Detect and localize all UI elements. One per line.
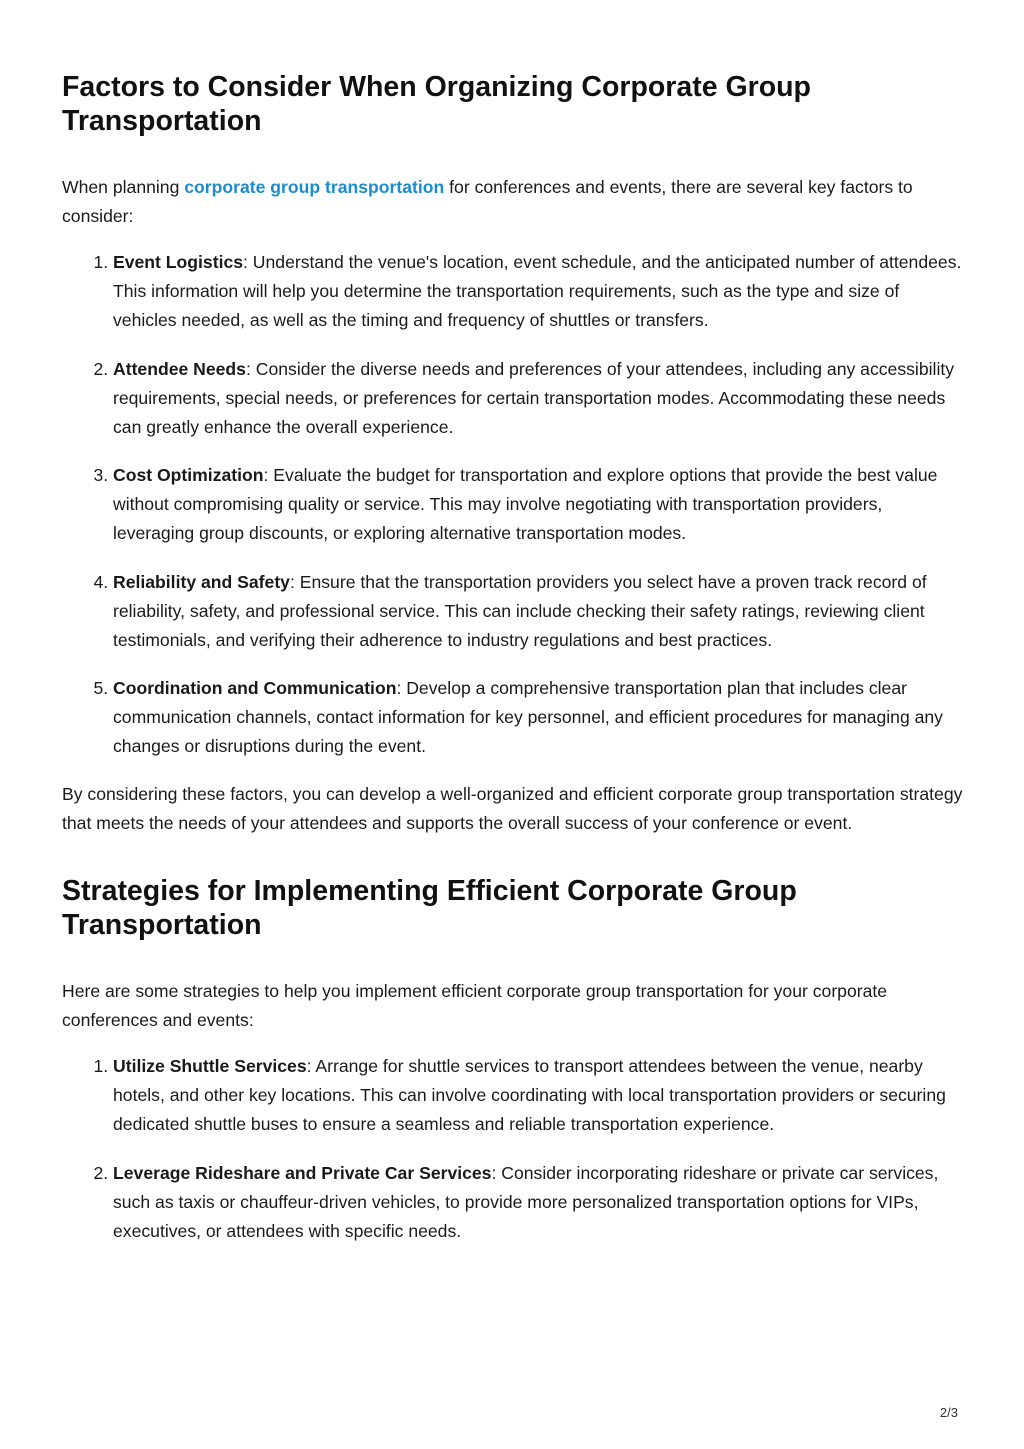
list-item-title: Leverage Rideshare and Private Car Services [113, 1162, 492, 1183]
section-heading-strategies: Strategies for Implementing Efficient Corporate Group Transportation [62, 875, 797, 941]
list-item [113, 568, 967, 655]
list-item-title: Event Logistics [113, 252, 244, 272]
page-number: 2/3 [939, 1405, 958, 1420]
intro-paragraph [62, 173, 967, 231]
list-item [113, 248, 967, 335]
intro-text-after: for conferences and events, there are several key factors to consider: [62, 177, 913, 226]
intro-text-before: When planning [62, 177, 185, 197]
list-item-text: : Evaluate the budget for transportation and explore options that provide the best value without compromising quality or service. This may involve negotiating with transportation providers, leveraging group discounts, or exploring alternative transportation modes. [113, 465, 938, 543]
strategies-list [62, 1052, 967, 1246]
corporate-group-transportation-link[interactable]: corporate group transportation [184, 177, 445, 197]
strategies-intro-paragraph: Here are some strategies to help you implement efficient corporate group transportation for your corporate conferences and events: [62, 981, 888, 1030]
list-item [113, 1052, 967, 1139]
factors-list [62, 248, 967, 761]
list-item-title: Utilize Shuttle Services [113, 1056, 307, 1076]
list-item-title: Attendee Needs [113, 358, 246, 379]
list-item [113, 461, 967, 548]
list-item-text: : Ensure that the transportation providers you select have a proven track record of reliability, safety, and professional service. This can include checking their safety ratings, reviewing client testimonials, and verifying their adherence to industry regulations and best practices. [113, 571, 927, 650]
list-item [113, 1159, 967, 1246]
conclusion-paragraph: By considering these factors, you can develop a well-organized and efficient corporate group transportation strategy that meets the needs of your attendees and supports the overall success of your conference or event. [62, 784, 963, 833]
list-item-text: : Arrange for shuttle services to transport attendees between the venue, nearby hotels, and other key locations. This can involve coordinating with local transportation providers or securing dedicated shuttle buses to ensure a seamless and reliable transportation experience. [113, 1056, 946, 1134]
list-item-title: Cost Optimization [113, 465, 264, 485]
section-heading-factors: Factors to Consider When Organizing Corporate Group Transportation [62, 71, 811, 137]
list-item-text: : Consider the diverse needs and preferences of your attendees, including any accessibility requirements, special needs, or preferences for certain transportation modes. Accommodating these needs can greatly enhance the overall experience. [113, 358, 955, 437]
list-item-text: : Consider incorporating rideshare or private car services, such as taxis or chauffeur-driven vehicles, to provide more personalized transportation options for VIPs, executives, or attendees with specific needs. [113, 1162, 939, 1241]
list-item-text: : Develop a comprehensive transportation plan that includes clear communication channels, contact information for key personnel, and efficient procedures for managing any changes or disruptions during the event. [113, 678, 943, 756]
list-item [113, 355, 967, 442]
document-page [62, 70, 967, 1246]
list-item-title: Coordination and Communication [113, 678, 397, 698]
list-item-title: Reliability and Safety [113, 571, 290, 592]
list-item-text: : Understand the venue's location, event schedule, and the anticipated number of attendees. This information will help you determine the transportation requirements, such as the type and size of vehicles needed, as well as the timing and frequency of shuttles or transfers. [113, 252, 962, 330]
list-item [113, 674, 967, 761]
